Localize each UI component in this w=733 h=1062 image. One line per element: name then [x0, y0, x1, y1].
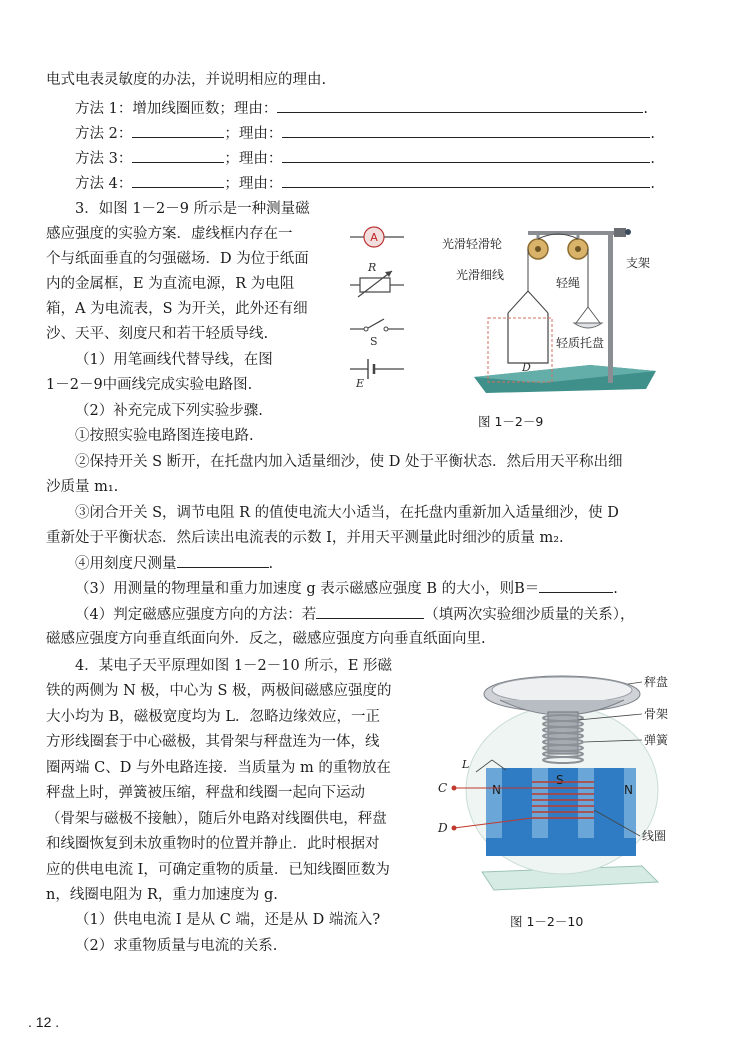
q3-step2: ②保持开关 S 断开，在托盘内加入适量细沙，使 D 处于平衡状态．然后用天平称出细 — [75, 454, 623, 470]
intro-line: 电式电表灵敏度的办法，并说明相应的理由. — [46, 72, 327, 88]
q4-part1: （1）供电电流 I 是从 C 端，还是从 D 端流入? — [75, 912, 381, 928]
pan-label: 秤盘 — [644, 675, 669, 689]
coil-label: 线圈 — [642, 829, 667, 843]
q3-step1: ①按照实验电路图连接电路. — [75, 428, 254, 444]
q3-part2: （2）补充完成下列实验步骤. — [75, 403, 263, 419]
q4-line: 方形线圈套于中心磁极，其骨架与秤盘连为一体，线 — [46, 734, 380, 750]
blank-line[interactable] — [277, 98, 643, 113]
pole-N-left: N — [492, 783, 501, 797]
frame-D-label: D — [522, 361, 531, 374]
terminal-D: D — [438, 821, 448, 835]
q4-line: 应的供电电流 I，可确定重物的质量．已知线圈匝数为 — [46, 862, 390, 878]
q3-line: 内的金属框，E 为直流电源，R 为电阻 — [46, 276, 295, 292]
q4-line: 大小均为 B，磁极宽度均为 L．忽略边缘效应，一正 — [46, 709, 381, 725]
q4-line: 铁的两侧为 N 极，中心为 S 极，两极间磁感应强度的 — [46, 683, 392, 699]
q3-part4-cont: 磁感应强度方向垂直纸面向外．反之，磁感应强度方向垂直纸面向里. — [46, 631, 486, 647]
resistor-label: R — [368, 261, 377, 274]
q3-line: 沙、天平、刻度尺和若干轻质导线. — [46, 326, 269, 342]
q3-line: 3．如图 1－2－9 所示是一种测量磁 — [75, 201, 310, 217]
q3-step3: ③闭合开关 S，调节电阻 R 的值使电流大小适当，在托盘内重新加入适量细沙，使 D — [75, 505, 619, 521]
frame-label: 骨架 — [644, 707, 669, 721]
q4-line: 秤盘上时，弹簧被压缩，秤盘和线圈一起向下运动 — [46, 785, 365, 801]
blank-line[interactable] — [539, 578, 613, 593]
switch-symbol — [350, 319, 404, 348]
blank-line[interactable] — [282, 123, 650, 138]
ammeter-symbol — [350, 227, 404, 247]
blank-line[interactable] — [316, 604, 424, 619]
pulley-label: 光滑轻滑轮 — [442, 237, 503, 251]
battery-symbol — [350, 359, 404, 390]
q3-part1-cont: 1－2－9中画线完成实验电路图. — [46, 377, 253, 393]
q3-step4: ④用刻度尺测量 . — [75, 553, 273, 574]
q3-step3-cont: 重新处于平衡状态．然后读出电流表的示数 I，并用天平测量此时细沙的质量 m₂. — [46, 530, 564, 546]
q4-line: （骨架与磁极不接触），随后外电路对线圈供电，秤盘 — [46, 811, 387, 827]
q3-line: 感应强度的实验方案．虚线框内存在一 — [46, 226, 293, 242]
stand-apparatus — [474, 228, 656, 393]
method-4: 方法 4： ；理由： . — [75, 173, 655, 194]
q3-line: 箱，A 为电流表，S 为开关，此外还有细 — [46, 301, 308, 317]
width-L: L — [462, 758, 470, 771]
battery-label: E — [356, 377, 365, 390]
figure-1-2-10 — [432, 660, 684, 900]
figure-caption: 图 1－2－9 — [478, 414, 544, 429]
stand-label: 支架 — [626, 256, 651, 270]
switch-label: S — [370, 335, 378, 348]
method-1: 方法 1：增加线圈匝数；理由： . — [75, 98, 648, 119]
tray-label: 轻质托盘 — [556, 336, 605, 350]
ammeter-label: A — [370, 231, 378, 244]
q3-part1: （1）用笔画线代替导线，在图 — [75, 352, 273, 368]
method-1-label: 方法 1：增加线圈匝数；理由： — [75, 101, 278, 117]
spring-label: 弹簧 — [644, 733, 669, 747]
blank-line[interactable] — [132, 123, 224, 138]
blank-line[interactable] — [177, 553, 269, 568]
pole-S: S — [556, 773, 564, 787]
page-number: . 12 . — [28, 1014, 60, 1030]
rope-label: 轻绳 — [556, 276, 581, 290]
blank-line[interactable] — [282, 148, 650, 163]
figure-caption: 图 1－2－10 — [510, 914, 584, 929]
q3-part3: （3）用测量的物理量和重力加速度 g 表示磁感应强度 B 的大小，则B＝ . — [75, 578, 618, 599]
q4-line: n，线圈电阻为 R，重力加速度为 g. — [46, 887, 278, 903]
q3-step2-cont: 沙质量 m₁. — [46, 479, 119, 495]
method-2: 方法 2： ；理由： . — [75, 123, 655, 144]
resistor-symbol — [350, 261, 404, 297]
figure-1-2-9 — [340, 205, 670, 405]
q4-line: 和线圈恢复到未放重物时的位置并静止．此时根据对 — [46, 836, 380, 852]
terminal-C: C — [438, 781, 448, 795]
method-3: 方法 3： ；理由： . — [75, 148, 655, 169]
q3-part4: （4）判定磁感应强度方向的方法：若 （填两次实验细沙质量的关系）， — [75, 604, 634, 625]
thread-label: 光滑细线 — [456, 268, 505, 282]
q4-part2: （2）求重物质量与电流的关系. — [75, 938, 278, 954]
blank-line[interactable] — [132, 173, 224, 188]
pole-N-right: N — [624, 783, 633, 797]
blank-line[interactable] — [282, 173, 650, 188]
blank-line[interactable] — [132, 148, 224, 163]
q4-line: 4．某电子天平原理如图 1－2－10 所示，E 形磁 — [75, 658, 393, 674]
q3-line: 个与纸面垂直的匀强磁场．D 为位于纸面 — [46, 251, 309, 267]
q4-line: 圈两端 C、D 与外电路连接．当质量为 m 的重物放在 — [46, 760, 391, 776]
